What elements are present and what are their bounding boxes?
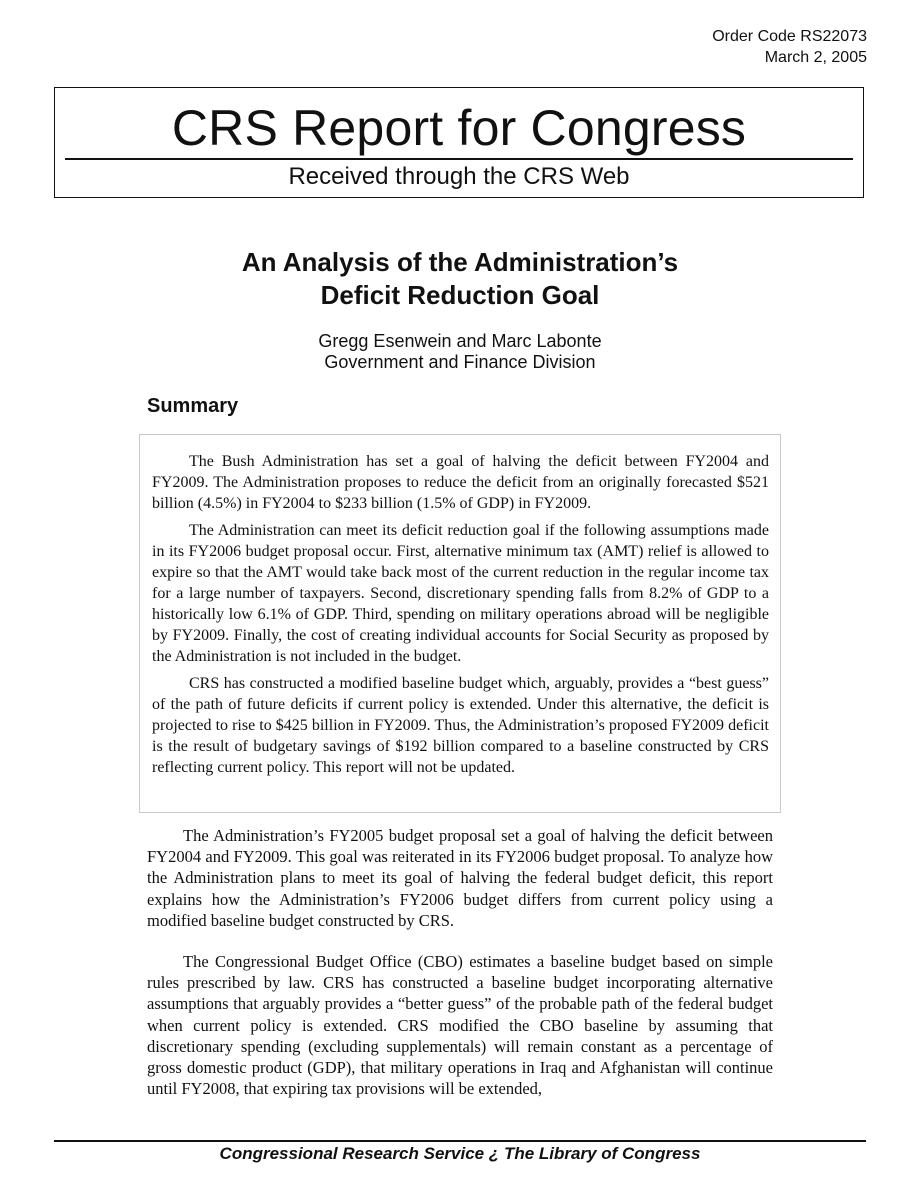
authors: Gregg Esenwein and Marc Labonte	[318, 331, 602, 351]
document-title	[100, 246, 820, 312]
summary-heading: Summary	[147, 395, 239, 417]
body-paragraph: The Congressional Budget Office (CBO) estimates a baseline budget based on simple rules prescribed by law. CRS has constructed a baseline budget incorporating alternative assumptions that arguably provides a “better guess” of the probable path of the federal budget when current policy is extended. CRS modified the CBO baseline by assuming that discretionary spending (excluding supplementals) will remain constant as a percentage of gross domestic product (GDP), that military operations in Iraq and Afghanistan will continue until FY2008, that expiring tax provisions will be extended,	[147, 952, 773, 1099]
body-paragraph: The Administration’s FY2005 budget proposal set a goal of halving the deficit between FY2004 and FY2009. This goal was reiterated in its FY2006 budget proposal. To analyze how the Administration plans to meet its goal of halving the federal budget deficit, this report explains how the Administration’s FY2006 budget differs from current policy using a modified baseline budget constructed by CRS.	[147, 826, 773, 930]
document-title-line-2: Deficit Reduction Goal	[320, 280, 600, 310]
page-footer: Congressional Research Service ¿ The Library of Congress	[219, 1144, 701, 1163]
report-banner	[54, 87, 864, 198]
footer-rule	[54, 1140, 866, 1142]
author-block	[100, 331, 820, 373]
banner-subtitle: Received through the CRS Web	[288, 163, 630, 190]
banner-title: CRS Report for Congress	[171, 100, 747, 156]
report-date: March 2, 2005	[764, 49, 867, 66]
summary-paragraph: The Administration can meet its deficit reduction goal if the following assumptions made in its FY2006 budget proposal occur. First, alternative minimum tax (AMT) relief is allowed to expire so that the AMT would take back most of the current reduction in the regular income tax for a large number of taxpayers. Second, discretionary spending falls from 8.2% of GDP to a historically low 6.1% of GDP. Third, spending on military operations abroad will be negligible by FY2009. Finally, the cost of creating individual accounts for Social Security as proposed by the Administration is not included in the budget.	[152, 522, 769, 665]
body-text	[147, 825, 773, 1119]
order-info	[712, 26, 867, 68]
banner-rule	[65, 158, 853, 160]
document-title-line-1: An Analysis of the Administration’s	[241, 247, 679, 277]
order-code: Order Code RS22073	[712, 28, 867, 45]
summary-box	[139, 434, 781, 813]
summary-paragraph: CRS has constructed a modified baseline budget which, arguably, provides a “best guess” of the path of future deficits if current policy is extended. Under this alternative, the deficit is projected to rise to $425 billion in FY2009. Thus, the Administration’s proposed FY2009 deficit is the result of budgetary savings of $192 billion compared to a baseline constructed by CRS reflecting current policy. This report will not be updated.	[152, 675, 769, 776]
summary-paragraph: The Bush Administration has set a goal of halving the deficit between FY2004 and FY2009. The Administration proposes to reduce the deficit from an originally forecasted $521 billion (4.5%) in FY2004 to $233 billion (1.5% of GDP) in FY2009.	[152, 453, 769, 512]
division: Government and Finance Division	[324, 352, 596, 372]
